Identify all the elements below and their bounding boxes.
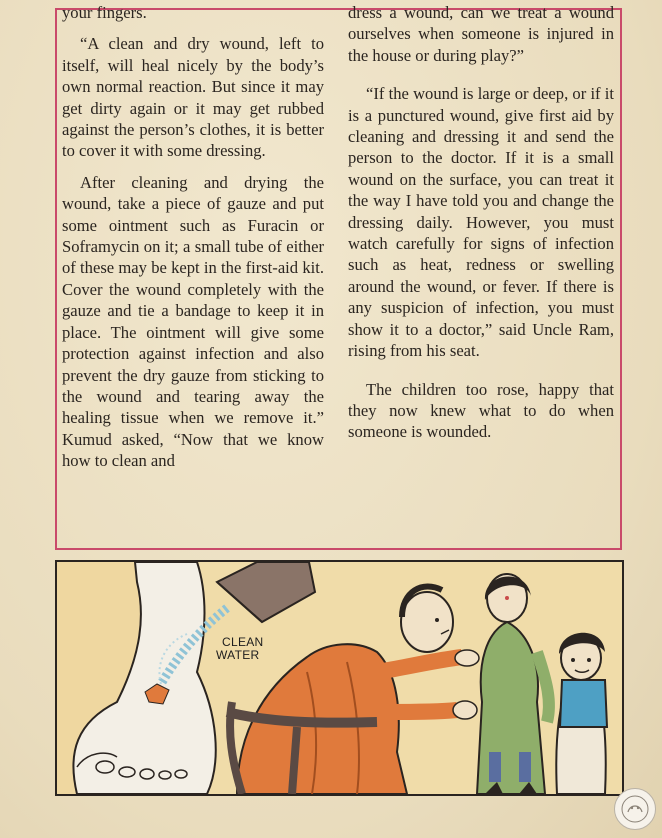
paragraph: your fingers.: [62, 3, 147, 22]
left-column: [62, 2, 324, 472]
paragraph: After cleaning and drying the wound, take a piece of gauze and put some ointment such as Furacin or Soframycin on it; a small tube of either of these may be kept in the first-aid kit. Cover the wound completely with the gauze and tie a bandage to keep it in place. The ointment will give some protection against infection and also prevent the dry gauze from sticking to the wound and tearing away the healing tissue when we remove it.” Kumud asked, “Now that we know how to clean and: [62, 172, 324, 471]
right-column: [348, 2, 614, 443]
illustration-art: [57, 562, 622, 794]
paragraph: dress a wound, can we treat a wound ourselves when someone is injured in the house or during play?”: [348, 3, 614, 65]
paragraph: “A clean and dry wound, left to itself, will heal nicely by the body’s own normal reaction. But since it may get dirty again or it may get rubbed against the person’s clothes, it is better to cover it with some dressing.: [62, 34, 324, 161]
paragraph: “If the wound is large or deep, or if it is a punctured wound, give first aid by cleaning and dressing it and send the person to the doctor. If it is a small wound on the surface, you can treat it the way I have told you and change the dressing daily. However, you must watch carefully for signs of infection such as heat, redness or swelling around the wound, or fever. If there is any suspicion of infection, you must show it to a doctor,” said Uncle Ram, rising from his seat.: [348, 84, 614, 361]
clean-water-label: CLEAN WATER: [216, 635, 264, 662]
watermark-badge-icon: [614, 788, 656, 830]
paragraph: The children too rose, happy that they now knew what to do when someone is wounded.: [348, 379, 614, 442]
illustration-panel: [55, 560, 624, 796]
